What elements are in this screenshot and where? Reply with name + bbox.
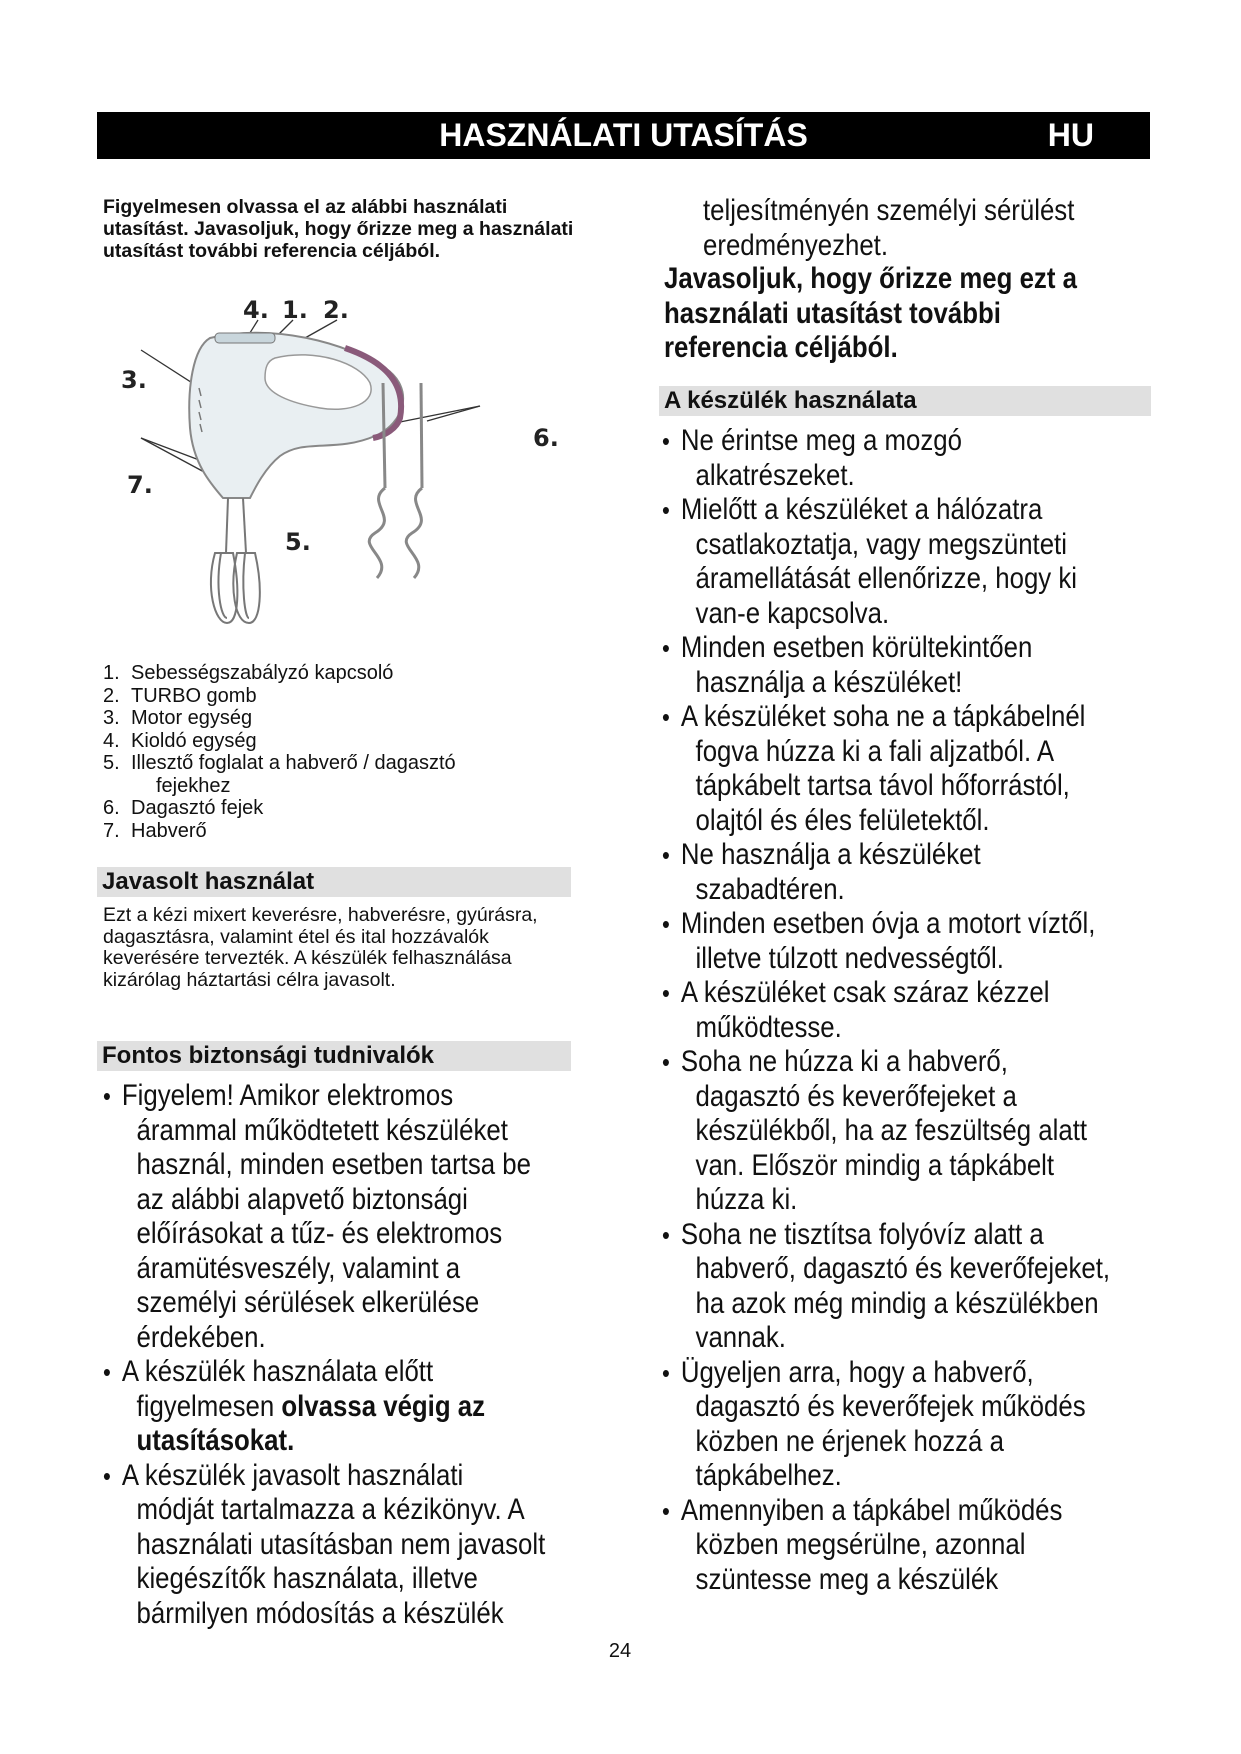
list-item: • Ne érintse meg a mozgó alkatrészeket. xyxy=(662,424,962,492)
diagram-label-7: 7. xyxy=(127,471,153,499)
parts-list xyxy=(103,662,583,842)
list-item: • A készüléket csak száraz kézzel működtesse. xyxy=(662,976,1050,1044)
list-item: 6. Dagasztó fejek xyxy=(103,797,264,819)
section-heading-recommended-use: Javasolt használat xyxy=(97,867,571,897)
section-heading-safety: Fontos biztonsági tudnivalók xyxy=(97,1041,571,1071)
list-item: 7. Habverő xyxy=(103,819,207,842)
diagram-label-2: 2. xyxy=(323,296,349,324)
list-item: • Soha ne húzza ki a habverő, dagasztó és keverőfejeket a készülékből, ha az feszültség alatt van. Először mindig a tápkábelt húzza ki. xyxy=(662,1045,1088,1216)
list-item: • Minden esetben óvja a motort víztől, illetve túlzott nedvességtől. xyxy=(662,907,1096,975)
list-item: • Amennyiben a tápkábel működés közben megsérülne, azonnal szüntesse meg a készülék xyxy=(662,1493,1063,1596)
list-item: 3. Motor egység xyxy=(103,707,253,729)
diagram-label-1: 1. xyxy=(282,296,308,324)
header-bar xyxy=(97,112,1150,159)
diagram-label-6: 6. xyxy=(533,424,559,452)
page-number: 24 xyxy=(608,1640,632,1662)
list-item: • A készüléket soha ne a tápkábelnél fogva húzza ki a fali aljzatból. A tápkábelt tartsa távol hőforrástól, olajtól és éles felületektől. xyxy=(662,700,1086,837)
page-title: HASZNÁLATI UTASÍTÁS xyxy=(439,117,808,153)
list-item: • Figyelem! Amikor elektromos árammal működtetett készüléket használ, minden esetben tartsa be az alábbi alapvető biztonsági előírásokat a tűz- és elektromos áramütésveszély, valamint a személyi sérülések elkerülése érdekében. xyxy=(103,1079,531,1354)
safety-list xyxy=(103,1079,585,1631)
usage-list xyxy=(662,424,1152,1597)
list-item: • Minden esetben körültekintően használja a készüléket! xyxy=(662,631,1033,699)
section-heading-usage: A készülék használata xyxy=(659,386,1151,416)
list-item: 5. Illesztő foglalat a habverő / dagasztó fejekhez xyxy=(103,752,456,797)
recommended-use-text: Ezt a kézi mixert keverésre, habverésre, gyúrásra, dagasztásra, valamint étel és ital hozzávalók keverésére tervezték. A készülék felhasználása kizárólag háztartási célra javasolt. xyxy=(103,904,538,991)
reference-note: Javasoljuk, hogy őrizze meg ezt a használati utasítást további referencia céljából. xyxy=(664,262,1077,364)
list-item: • Ügyeljen arra, hogy a habverő, dagasztó és keverőfejek működés közben ne érjenek hozzá a tápkábelhez. xyxy=(662,1355,1086,1492)
list-item: • A készülék használata előtt figyelmesen olvassa végig az utasításokat. xyxy=(103,1355,486,1457)
diagram-label-3: 3. xyxy=(121,366,147,394)
list-item: • Ne használja a készüléket szabadtéren. xyxy=(662,838,981,906)
list-item: • Soha ne tisztítsa folyóvíz alatt a habverő, dagasztó és keverőfejeket, ha azok még mindig a készülékben vannak. xyxy=(662,1217,1111,1354)
language-code: HU xyxy=(1047,117,1094,153)
continuation-text: teljesítményén személyi sérülést eredményezhet. xyxy=(703,194,1075,262)
diagram-label-5: 5. xyxy=(285,528,311,556)
diagram-label-4: 4. xyxy=(243,296,269,324)
intro-text: Figyelmesen olvassa el az alábbi használati utasítást. Javasoljuk, hogy őrizze meg a használati utasítást további referencia céljából. xyxy=(103,196,574,262)
list-item: 2. TURBO gomb xyxy=(103,684,257,707)
list-item: 1. Sebességszabályzó kapcsoló xyxy=(103,662,394,684)
list-item: 4. Kioldó egység xyxy=(103,729,257,752)
list-item: • Mielőtt a készüléket a hálózatra csatlakoztatja, vagy megszünteti áramellátását ellenőrizze, hogy ki van-e kapcsolva. xyxy=(662,493,1078,630)
hand-mixer-diagram xyxy=(115,288,585,638)
list-item: • A készülék javasolt használati módját tartalmazza a kézikönyv. A használati utasításban nem javasolt kiegészítők használata, illetve bármilyen módosítás a készülék xyxy=(103,1458,546,1630)
